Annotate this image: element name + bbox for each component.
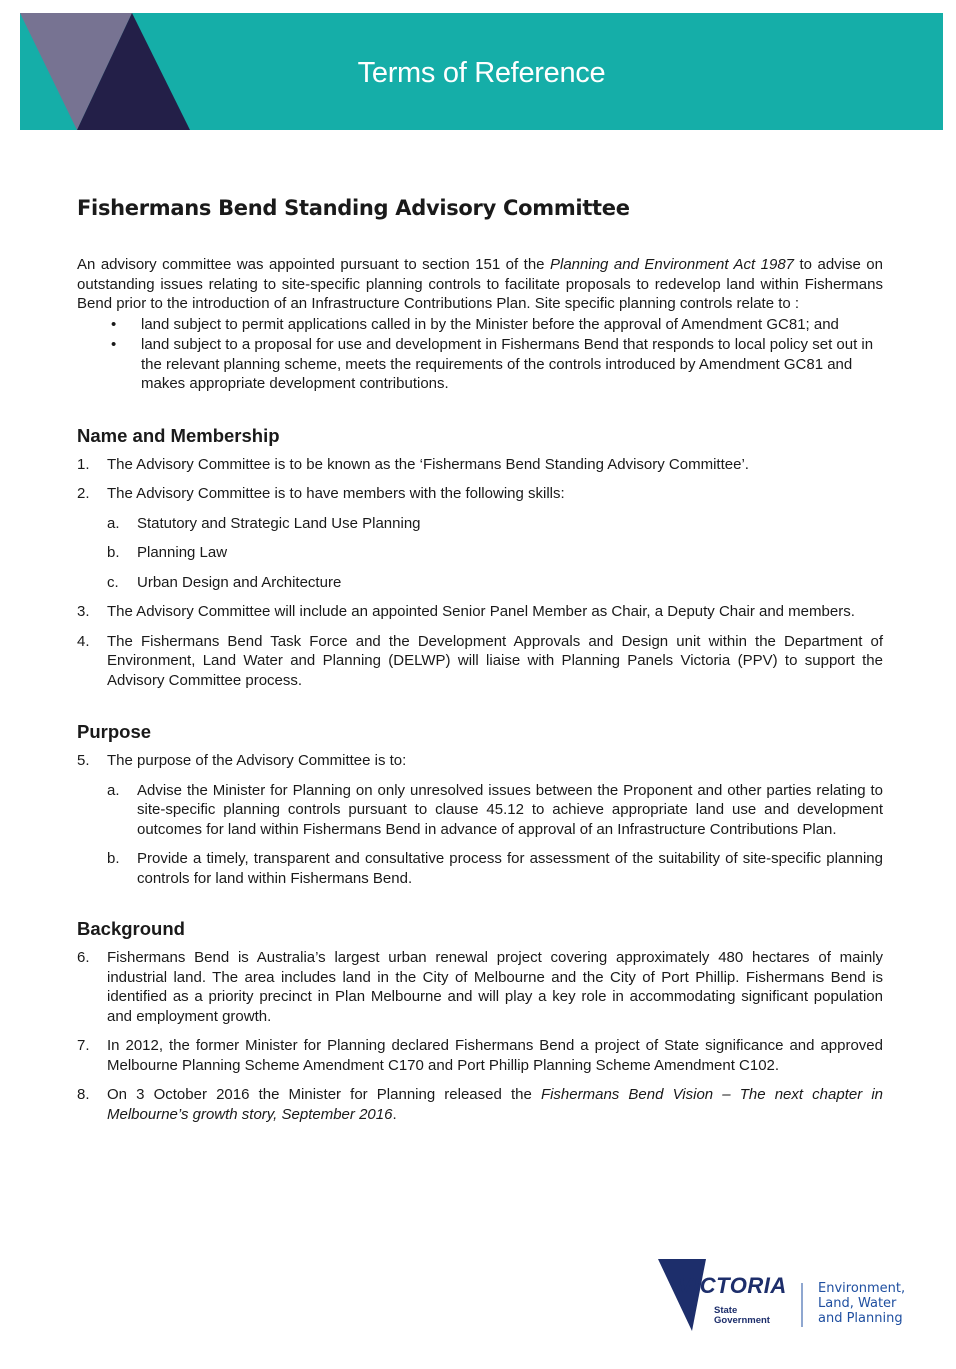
lettered-item: c. Urban Design and Architecture [107, 573, 342, 591]
numbered-item: 2. The Advisory Committee is to have members with the following skills: a. Statutory and Strategic Land Use Planning b. Planning Law c. Urban Design and Architecture [77, 484, 883, 592]
vision-document-title: Fishermans Bend Vision – The next chapter in Melbourne’s growth story, September 2016 [107, 1086, 884, 1123]
intro-bullet-list [77, 315, 883, 394]
bullet-icon: • [111, 315, 117, 333]
background-list [77, 948, 883, 1124]
dept-line-2: Land, Water [818, 1296, 897, 1311]
intro-pre: An advisory committee was appointed pursuant to section 151 of the [77, 256, 550, 273]
intro-bullet: • land subject to permit applications called in by the Minister before the approval of Amendment GC81; and [111, 315, 839, 333]
victoria-logo-text: VICTORIA [678, 1273, 787, 1298]
purpose-list [77, 751, 883, 888]
numbered-item: 1. The Advisory Committee is to be known as the ‘Fishermans Bend Standing Advisory Committee’. [77, 455, 749, 473]
intro-bullet: • land subject to a proposal for use and development in Fishermans Bend that responds to local policy set out in the relevant planning scheme, meets the requirements of the controls introduced by Amendment GC81 and makes appropriate development contributions. [111, 336, 874, 392]
name-membership-list [77, 455, 883, 691]
intro-paragraph [77, 255, 883, 314]
lettered-item: a. Statutory and Strategic Land Use Planning [107, 514, 421, 532]
numbered-item: 5. The purpose of the Advisory Committee is to: a. Advise the Minister for Planning on only unresolved issues between the Proponent and other parties relating to site-specific planning controls pursuant to clause 45.12 to achieve appropriate land use and development outcomes for land within Fishermans Bend in advance of approval of an Infrastructure Contributions Plan. b. Provide a timely, transparent and consultative process for assessment of the suitability of site-specific planning controls for land within Fishermans Bend. [77, 752, 883, 887]
numbered-item: 4. The Fishermans Bend Task Force and the Development Approvals and Design unit within the Department of Environment, Land Water and Planning (DELWP) will liaise with Planning Panels Victoria (PPV) to support the Advisory Committee process. [77, 632, 883, 689]
banner-title: Terms of Reference [357, 57, 606, 89]
purpose-sub-list [77, 781, 883, 889]
numbered-item: 8. On 3 October 2016 the Minister for Planning released the Fishermans Bend Vision – The next chapter in Melbourne’s growth story, September 2016. [77, 1086, 884, 1123]
document-body [77, 196, 883, 1134]
numbered-item: 6. Fishermans Bend is Australia’s largest urban renewal project covering approximately 480 hectares of mainly industrial land. The area includes land in the City of Melbourne and the City of Port Phillip. Fishermans Bend is identified as a priority precinct in Plan Melbourne and will play a key role in accommodating significant population and employment growth. [77, 949, 883, 1025]
intro-act-name: Planning and Environment Act 1987 [550, 256, 795, 273]
numbered-item: 3. The Advisory Committee will include an appointed Senior Panel Member as Chair, a Deputy Chair and members. [77, 603, 855, 620]
government-label: Government [714, 1315, 770, 1326]
section-heading-background: Background [77, 918, 185, 939]
state-label: State [714, 1305, 738, 1316]
bullet-icon: • [111, 336, 117, 353]
skills-list [77, 514, 883, 593]
header-banner [20, 13, 943, 130]
document-title: Fishermans Bend Standing Advisory Committee [77, 196, 630, 220]
victoria-government-logo [652, 1255, 922, 1337]
lettered-item: b. Provide a timely, transparent and consultative process for assessment of the suitability of site-specific planning controls for land within Fishermans Bend. [107, 850, 883, 887]
dept-line-3: and Planning [818, 1311, 903, 1326]
section-heading-name-membership: Name and Membership [77, 424, 280, 446]
intro-post: to advise on outstanding issues relating to site-specific planning controls to facilitate proposals to redevelop land within Fishermans Bend prior to the introduction of an Infrastructure Contributions Plan. Site specific planning controls relate to : [77, 256, 883, 312]
section-heading-purpose: Purpose [77, 721, 152, 742]
lettered-item: b. Planning Law [107, 544, 228, 561]
lettered-item: a. Advise the Minister for Planning on only unresolved issues between the Proponent and other parties relating to site-specific planning controls pursuant to clause 45.12 to achieve appropriate land use and development outcomes for land within Fishermans Bend in advance of approval of an Infrastructure Contributions Plan. [107, 781, 883, 838]
dept-line-1: Environment, [818, 1281, 906, 1296]
numbered-item: 7. In 2012, the former Minister for Planning declared Fishermans Bend a project of State significance and approved Melbourne Planning Scheme Amendment C170 and Port Phillip Planning Scheme Amendment C102. [77, 1037, 883, 1074]
